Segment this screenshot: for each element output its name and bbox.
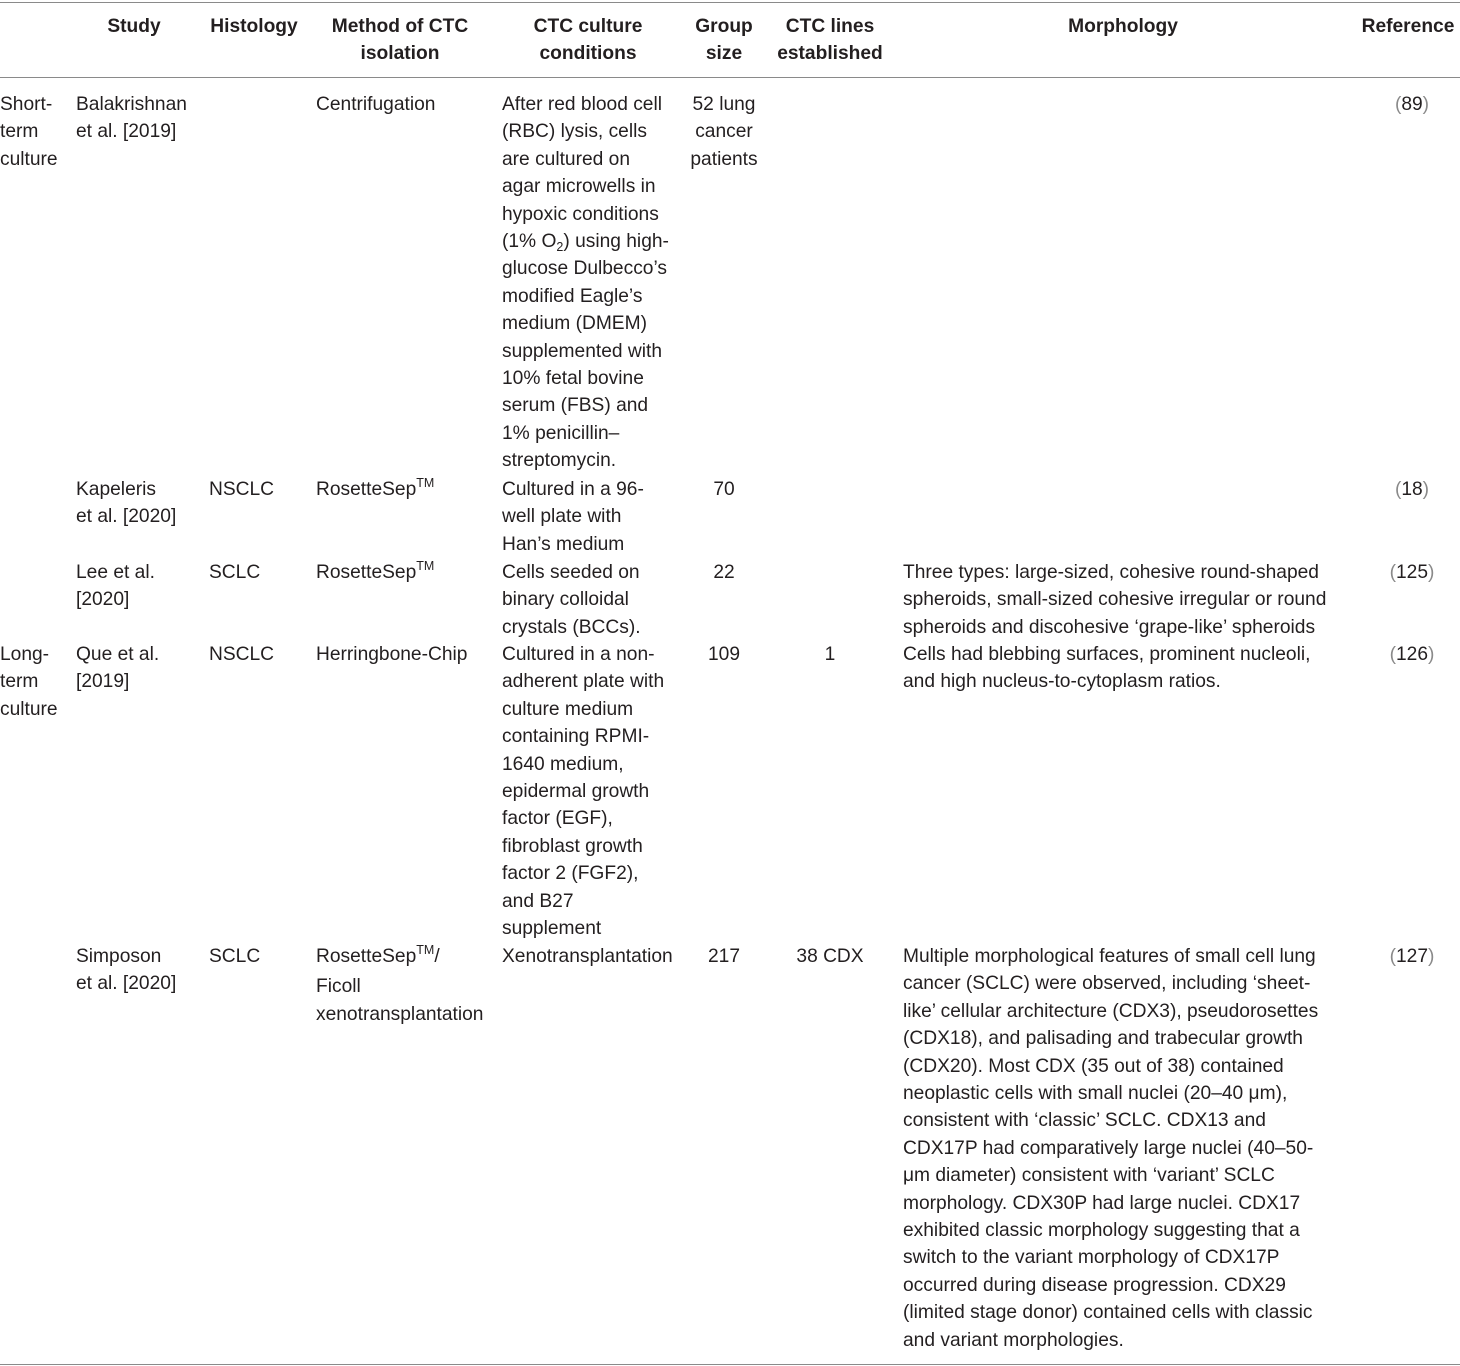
group-cell: 109: [707, 644, 740, 665]
morphology-line: Cells had blebbing surfaces, prominent nucleoli,: [903, 644, 1311, 665]
header-method-line1: Method of CTC: [331, 16, 469, 37]
conditions-line: factor 2 (FGF2),: [502, 863, 639, 885]
header-morphology: Morphology: [1068, 16, 1178, 37]
method-cell: Centrifugation: [316, 94, 436, 115]
ref-paren: (: [1389, 946, 1396, 967]
header-histology: Histology: [210, 16, 298, 37]
group-line: cancer: [695, 121, 753, 143]
morphology-line: switch to the variant morphology of CDX17P: [903, 1247, 1280, 1269]
conditions-line: 1% penicillin–: [502, 422, 620, 444]
section-long-term: [0, 641, 58, 723]
oxygen-text: (1% O: [502, 231, 557, 253]
header-lines-line1: CTC lines: [785, 16, 875, 37]
study-line: Kapeleris: [76, 479, 156, 500]
conditions-line: (RBC) lysis, cells: [502, 121, 647, 143]
oxygen-text-tail: ) using high-: [563, 231, 669, 253]
lines-cell: 38 CDX: [796, 946, 864, 967]
morphology-line: and high nucleus-to-cytoplasm ratios.: [903, 671, 1221, 693]
conditions-line: 10% fetal bovine: [502, 368, 644, 390]
conditions-line: Cells seeded on: [502, 562, 640, 583]
section-long-line3: culture: [0, 698, 58, 720]
ref-paren: (: [1394, 479, 1402, 500]
histology-cell: SCLC: [209, 562, 261, 583]
morphology-line: exhibited classic morphology suggesting that a: [903, 1220, 1300, 1242]
group-cell: 22: [713, 562, 735, 583]
conditions-line: culture medium: [502, 698, 634, 720]
reference-cell: [1356, 476, 1460, 503]
method-text: RosetteSep: [316, 479, 417, 500]
morphology-line: (limited stage donor) contained cells with classic: [903, 1302, 1313, 1324]
header-conditions-line1: CTC culture: [533, 16, 643, 37]
ref-paren: ): [1422, 94, 1430, 115]
morphology-line: and variant morphologies.: [903, 1329, 1124, 1351]
morphology-line: Three types: large-sized, cohesive round-shaped: [903, 562, 1319, 583]
group-cell: 70: [713, 479, 735, 500]
header-group-line2: size: [705, 43, 743, 65]
study-line: et al. [2020]: [76, 973, 177, 995]
method-line: xenotransplantation: [316, 1003, 484, 1025]
ref-number[interactable]: 126: [1395, 644, 1428, 665]
header-lines-line2: established: [777, 43, 883, 65]
section-short-term: [0, 91, 58, 173]
method-line: [316, 943, 483, 970]
ref-paren: ): [1428, 644, 1435, 665]
group-line: 52 lung: [692, 94, 756, 115]
trademark-superscript: TM: [416, 559, 435, 573]
top-rule: [0, 2, 1460, 3]
study-line: Simposon: [76, 946, 162, 967]
morphology-line: occurred during disease progression. CDX29: [903, 1274, 1286, 1296]
morphology-line: morphology. CDX30P had large nuclei. CDX17: [903, 1192, 1301, 1214]
conditions-line: streptomycin.: [502, 450, 617, 472]
histology-cell: NSCLC: [209, 479, 275, 500]
conditions-line: Han’s medium: [502, 533, 625, 555]
ref-paren: ): [1428, 946, 1435, 967]
conditions-cell: [502, 91, 669, 475]
conditions-line: binary colloidal: [502, 589, 629, 611]
conditions-line: After red blood cell: [502, 94, 662, 115]
conditions-line: hypoxic conditions: [502, 203, 659, 225]
bottom-rule: [0, 1364, 1460, 1365]
study-line: et al. [2019]: [76, 121, 177, 143]
trademark-superscript: TM: [416, 943, 435, 957]
morphology-line: Multiple morphological features of small cell lung: [903, 946, 1316, 967]
method-slash: /: [434, 946, 440, 967]
morphology-line: consistent with ‘classic’ SCLC. CDX13 and: [903, 1110, 1266, 1132]
reference-cell: [1356, 559, 1460, 586]
study-line: Que et al.: [76, 644, 160, 665]
ref-number[interactable]: 89: [1401, 94, 1423, 115]
morphology-cell: [903, 943, 1318, 1354]
conditions-line: are cultured on: [502, 148, 630, 170]
conditions-line: medium (DMEM): [502, 313, 647, 335]
header-conditions: [500, 13, 676, 68]
morphology-line: μm diameter) consistent with ‘variant’ SCLC: [903, 1165, 1275, 1187]
group-line: patients: [690, 148, 758, 170]
morphology-cell: [903, 559, 1326, 641]
section-long-line1: Long-: [0, 644, 50, 665]
oxygen-subscript: 2: [556, 240, 564, 255]
header-method-line2: isolation: [360, 43, 440, 65]
conditions-line: serum (FBS) and: [502, 395, 649, 417]
study-line: [2019]: [76, 671, 130, 693]
method-cell: [316, 476, 434, 503]
study-line: Lee et al.: [76, 562, 155, 583]
group-cell: 217: [707, 946, 740, 967]
section-short-line3: culture: [0, 148, 58, 170]
conditions-line: Cultured in a non-: [502, 644, 655, 665]
study-line: et al. [2020]: [76, 506, 177, 528]
ref-number[interactable]: 125: [1395, 562, 1428, 583]
conditions-line: supplement: [502, 918, 602, 940]
conditions-line: and B27: [502, 890, 574, 912]
header-reference: Reference: [1361, 16, 1455, 37]
morphology-line: (CDX20). Most CDX (35 out of 38) contained: [903, 1055, 1284, 1077]
conditions-cell: [502, 559, 641, 641]
method-cell: [316, 559, 434, 586]
conditions-cell: [502, 476, 644, 558]
ref-number[interactable]: 18: [1401, 479, 1423, 500]
section-short-line1: Short-: [0, 94, 53, 115]
method-line: Ficoll: [316, 976, 361, 998]
conditions-line: epidermal growth: [502, 781, 650, 803]
histology-cell: NSCLC: [209, 644, 275, 665]
conditions-cell: Xenotransplantation: [502, 946, 673, 967]
study-line: [2020]: [76, 589, 130, 611]
header-rule: [0, 77, 1460, 78]
ref-paren: (: [1389, 562, 1396, 583]
ref-paren: (: [1394, 94, 1402, 115]
study-cell: [76, 559, 155, 614]
morphology-cell: [903, 641, 1310, 696]
conditions-line: crystals (BCCs).: [502, 616, 641, 638]
study-cell: [76, 641, 159, 696]
conditions-line: 1640 medium,: [502, 753, 624, 775]
morphology-line: (CDX18), and palisading and trabecular growth: [903, 1028, 1303, 1050]
conditions-line: glucose Dulbecco’s: [502, 258, 667, 280]
section-short-line2: term: [0, 121, 39, 143]
header-conditions-line2: conditions: [539, 43, 637, 65]
ref-paren: ): [1422, 479, 1430, 500]
method-text: RosetteSep: [316, 562, 417, 583]
morphology-line: like’ cellular architecture (CDX3), pseudorosettes: [903, 1000, 1319, 1022]
morphology-line: neoplastic cells with small nuclei (20–40 μm),: [903, 1083, 1288, 1105]
method-text: RosetteSep: [316, 946, 417, 967]
study-cell: [76, 943, 176, 998]
header-group-line1: Group: [695, 16, 753, 37]
lines-cell: 1: [824, 644, 836, 665]
conditions-line: containing RPMI-: [502, 726, 650, 748]
conditions-line: well plate with: [502, 506, 622, 528]
morphology-line: cancer (SCLC) were observed, including ‘sheet-: [903, 973, 1311, 995]
ref-paren: (: [1389, 644, 1396, 665]
conditions-line: agar microwells in: [502, 176, 656, 198]
reference-cell: [1356, 91, 1460, 118]
conditions-line: [502, 228, 669, 255]
morphology-line: spheroids and discohesive ‘grape-like’ spheroids: [903, 616, 1316, 638]
header-study: Study: [107, 16, 161, 37]
conditions-line: factor (EGF),: [502, 808, 613, 830]
header-group: [684, 13, 764, 68]
method-cell: [316, 943, 483, 1028]
group-cell: [684, 91, 764, 173]
conditions-line: modified Eagle’s: [502, 285, 643, 307]
section-long-line2: term: [0, 671, 39, 693]
study-cell: [76, 91, 187, 146]
trademark-superscript: TM: [416, 476, 435, 490]
morphology-line: CDX17P had comparatively large nuclei (40–50-: [903, 1137, 1314, 1159]
study-cell: [76, 476, 176, 531]
ref-number[interactable]: 127: [1395, 946, 1428, 967]
conditions-cell: [502, 641, 664, 942]
method-cell: Herringbone-Chip: [316, 644, 468, 665]
conditions-line: fibroblast growth: [502, 835, 643, 857]
reference-cell: [1356, 641, 1460, 668]
study-line: Balakrishnan: [76, 94, 187, 115]
header-lines: [770, 13, 890, 68]
histology-cell: SCLC: [209, 946, 261, 967]
ref-paren: ): [1428, 562, 1435, 583]
conditions-line: Cultured in a 96-: [502, 479, 644, 500]
conditions-line: supplemented with: [502, 340, 662, 362]
morphology-line: spheroids, small-sized cohesive irregular or round: [903, 589, 1327, 611]
header-method: [310, 13, 490, 68]
conditions-line: adherent plate with: [502, 671, 665, 693]
reference-cell: [1356, 943, 1460, 970]
